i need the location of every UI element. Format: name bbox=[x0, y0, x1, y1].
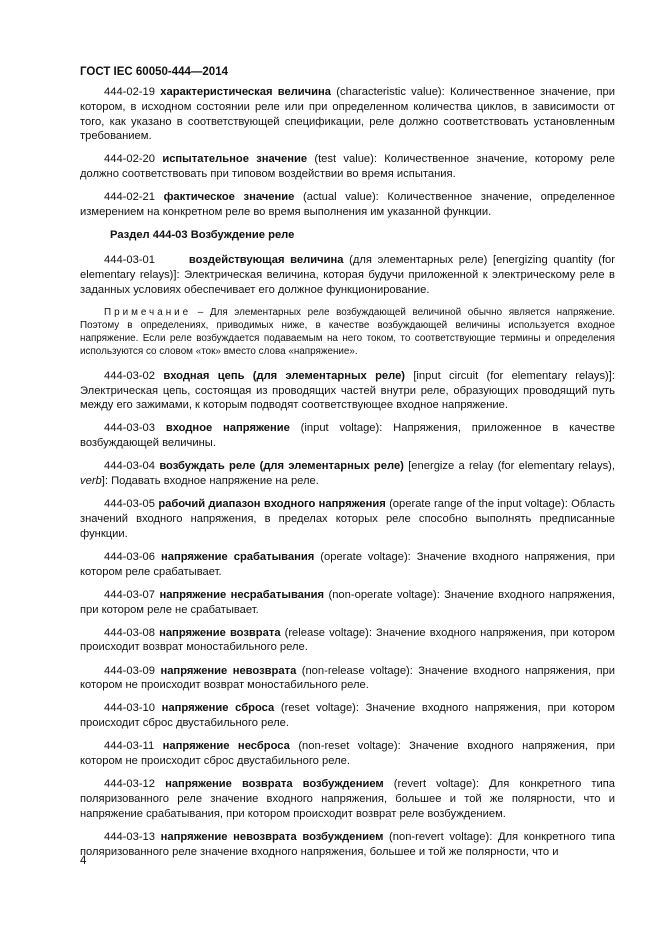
term-entry bbox=[80, 152, 615, 182]
term-number: 444-03-08 bbox=[104, 626, 156, 639]
term-name: рабочий диапазон входного напряжения bbox=[158, 498, 386, 511]
term-definition: (input voltage): Напряжения, приложенное в качестве возбуждающей величины. bbox=[80, 422, 616, 450]
term-number: 444-03-12 bbox=[104, 778, 156, 791]
term-definition: (actual value): Количественное значение, определенное измерением на конкретном реле во время выполнения им указанной функции. bbox=[80, 191, 616, 219]
term-name: входное напряжение bbox=[165, 422, 290, 435]
term-number: 444-02-19 bbox=[104, 86, 156, 98]
term-definition: (test value): Количественное значение, которому реле должно соответствовать при типовом воздействии во время испытания. bbox=[80, 153, 616, 181]
term-definition: (characteristic value): Количественное значение, при котором, в исходном состоянии реле или при определенном количества циклов, в зависимости от того, как указано в соответствующей спецификации, реле должно соответствовать установленным требованием. bbox=[80, 86, 615, 143]
term-name: фактическое значение bbox=[163, 191, 295, 204]
term-number: 444-03-05 bbox=[104, 498, 156, 511]
term-number: 444-03-07 bbox=[104, 588, 156, 601]
term-entry bbox=[80, 777, 615, 821]
note: Примечание – Для элементарных реле возбуждающей величиной обычно является напряжение. Поэтому в определениях, приводимых ниже, в качестве возбуждающей величины используется входное напряжение. Если реле возбуждается подаваемым на него током, то соответствующие термины и определения используются со словом «ток» вместо слова «напряжение». bbox=[80, 306, 615, 357]
term-entry bbox=[80, 830, 615, 860]
term-definition: (non-revert voltage): Для конкретного типа поляризованного реле значение входного напряжения, большее и той же полярности, что и bbox=[80, 830, 616, 858]
term-definition: (operate range of the input voltage): Область значений входного напряжения, в пределах которых реле способно выполнять предписанные функции. bbox=[80, 498, 616, 540]
term-name: напряжение невозврата bbox=[160, 664, 297, 677]
term-entry bbox=[80, 497, 615, 541]
term-number: 444-03-09 bbox=[104, 664, 156, 677]
section-heading: Раздел 444-03 Возбуждение реле bbox=[110, 229, 295, 242]
term-definition: (release voltage): Значение входного напряжения, при котором происходит возврат моностабильного реле. bbox=[80, 626, 615, 654]
term-entry bbox=[80, 701, 615, 731]
term-entry bbox=[80, 550, 615, 580]
term-entry: 444-03-01 воздействующая величина (для элементарных реле) [energizing quantity (for elementary relays)]: Электрическая величина, которая будучи приложенной к электрическому реле в заданных условиях обеспечивает его должное функционирование. bbox=[80, 254, 615, 296]
term-definition: (revert voltage): Для конкретного типа поляризованного реле значение входного напряжения, большее и той же полярности, что и напряжение срабатывания, при котором происходит возврат реле возбуждением. bbox=[80, 778, 615, 820]
document-header: ГОСТ IEC 60050-444—2014 bbox=[80, 66, 228, 78]
term-entry: 444-03-04 возбуждать реле (для элементарных реле) [energize a relay (for elementary relays), verb]: Подавать входное напряжение на реле. bbox=[80, 460, 616, 488]
term-definition: [input circuit (for elementary relays)]: Электрическая цепь, состоящая из проводящих частей внутри реле, образующих проводящий путь между его зажимами, к которым подводят соответствующее входное напряжение. bbox=[80, 369, 615, 412]
term-definition: (non-reset voltage): Значение входного напряжения, при котором не происходит сброс двустабильного реле. bbox=[80, 740, 615, 768]
term-definition: (operate voltage): Значение входного напряжения, при котором реле срабатывает. bbox=[80, 550, 615, 578]
document-body bbox=[80, 85, 615, 868]
term-name: напряжение несрабатывания bbox=[159, 588, 325, 601]
term-definition: (non-release voltage): Значение входного напряжения, при котором не происходит возврат моностабильного реле. bbox=[80, 664, 616, 692]
term-number: 444-03-11 bbox=[104, 740, 155, 753]
term-name: напряжение несброса bbox=[162, 740, 290, 753]
term-number: 444-03-02 bbox=[104, 369, 156, 382]
term-entry bbox=[80, 626, 615, 656]
term-name: испытательное значение bbox=[162, 153, 308, 166]
term-entry bbox=[80, 369, 615, 413]
term-name: напряжение сброса bbox=[161, 702, 275, 715]
term-name: характеристическая величина bbox=[160, 86, 332, 98]
term-definition: (non-operate voltage): Значение входного напряжения, при котором реле не срабатывает. bbox=[80, 588, 616, 616]
term-name: напряжение срабатывания bbox=[160, 550, 315, 563]
term-entry bbox=[80, 664, 615, 694]
term-number: 444-03-13 bbox=[104, 830, 156, 843]
term-name: напряжение невозврата возбуждением bbox=[160, 830, 384, 843]
term-entry bbox=[80, 421, 615, 451]
note-label: Примечание bbox=[104, 306, 192, 318]
term-number: 444-03-06 bbox=[104, 550, 156, 563]
term-entry bbox=[80, 588, 615, 618]
term-entry bbox=[80, 739, 615, 769]
term-entry bbox=[80, 85, 615, 144]
term-name: напряжение возврата возбуждением bbox=[165, 778, 384, 791]
term-number: 444-03-10 bbox=[104, 702, 156, 715]
page-number: 4 bbox=[80, 855, 87, 867]
term-number: 444-02-21 bbox=[104, 191, 156, 204]
term-entry bbox=[80, 190, 615, 220]
term-number: 444-03-03 bbox=[104, 422, 156, 435]
term-name: напряжение возврата bbox=[159, 626, 281, 639]
term-number: 444-02-20 bbox=[104, 153, 156, 166]
term-definition: (reset voltage): Значение входного напряжения, при котором происходит сброс двустабильного реле. bbox=[80, 702, 616, 730]
term-name: входная цепь (для элементарных реле) bbox=[163, 369, 406, 382]
